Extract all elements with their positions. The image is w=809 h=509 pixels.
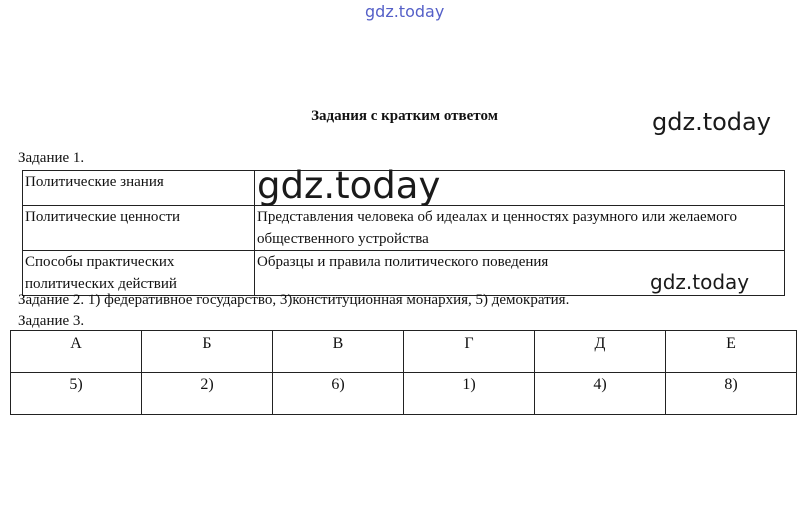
header-cell: В xyxy=(273,331,404,373)
table-cell-term: Политические ценности xyxy=(23,206,255,251)
task3-table xyxy=(10,330,797,415)
header-cell: А xyxy=(11,331,142,373)
table-cell-term: Политические знания xyxy=(23,171,255,206)
task3-label: Задание 3. xyxy=(18,313,85,329)
header-cell: Е xyxy=(666,331,797,373)
header-cell: Г xyxy=(404,331,535,373)
value-cell: 5) xyxy=(11,373,142,415)
value-cell: 8) xyxy=(666,373,797,415)
value-cell: 4) xyxy=(535,373,666,415)
watermark-top: gdz.today xyxy=(365,2,445,21)
table-row xyxy=(23,206,785,251)
task1-label: Задание 1. xyxy=(18,150,85,166)
table-row xyxy=(11,373,797,415)
value-cell: 2) xyxy=(142,373,273,415)
table-cell-term: Способы практических политических действий xyxy=(23,251,255,296)
header-cell: Д xyxy=(535,331,666,373)
watermark-center: gdz.today xyxy=(257,164,441,207)
value-cell: 6) xyxy=(273,373,404,415)
task2-answer: Задание 2. 1) федеративное государство, 3)конституционная монархия, 5) демократия. xyxy=(18,292,570,308)
table-cell-definition: Представления человека об идеалах и ценностях разумного или желаемого общественного устройства xyxy=(255,206,785,251)
table-cell-definition: Образцы и правила политического поведения xyxy=(255,251,785,296)
table-header-row xyxy=(11,331,797,373)
watermark-right: gdz.today xyxy=(652,108,771,136)
header-cell: Б xyxy=(142,331,273,373)
value-cell: 1) xyxy=(404,373,535,415)
watermark-small: gdz.today xyxy=(650,270,750,294)
page-title: Задания с кратким ответом xyxy=(311,108,498,124)
